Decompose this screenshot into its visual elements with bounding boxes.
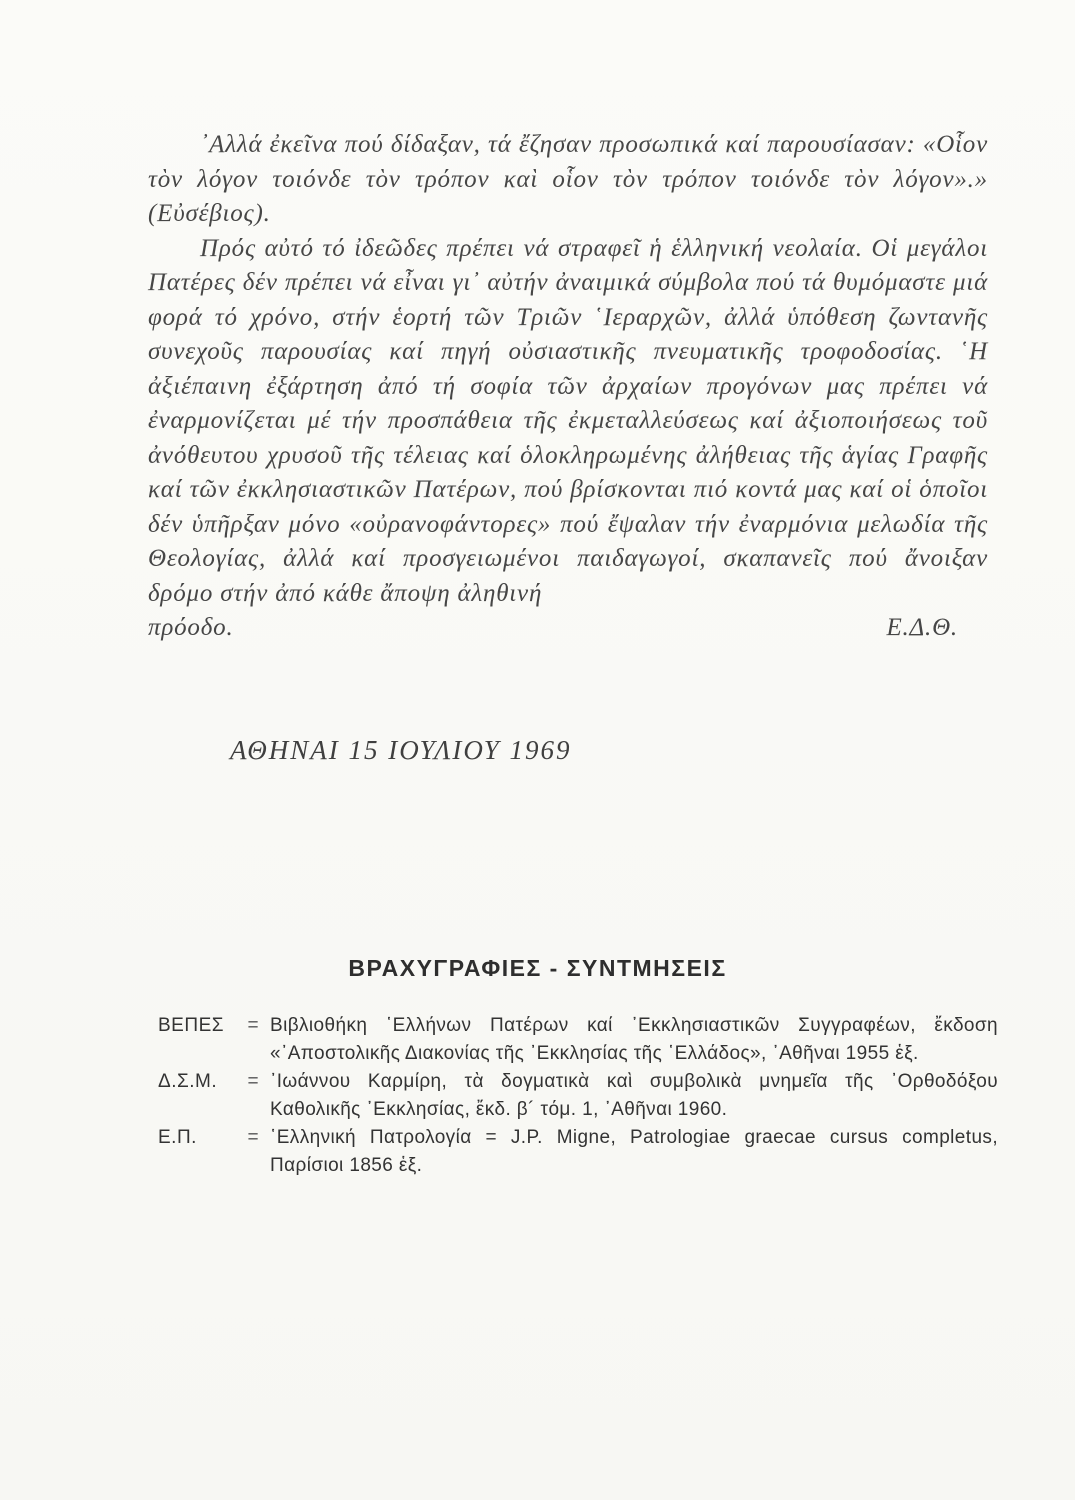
abbreviation-key: Ε.Π. <box>158 1127 197 1148</box>
equals-sign: = <box>247 1127 259 1148</box>
abbreviation-key: ΒΕΠΕΣ <box>158 1015 224 1036</box>
main-text <box>148 128 988 646</box>
abbreviations-list <box>158 1012 998 1180</box>
abbreviation-definition: ῾Ελληνική Πατρολογία = J.P. Migne, Patrologiae graecae cursus completus, Παρίσιοι 1856 ἑξ. <box>270 1127 998 1176</box>
paragraph-2: Πρός αὐτό τό ἰδεῶδες πρέπει νά στραφεῖ ἡ ἑλληνική νεολαία. Οἱ μεγάλοι Πατέρες δέν πρέπει νά εἶναι γι᾿ αὐτήν ἀναιμικά σύμβολα πού τά θυμόμαστε μιά φορά τό χρόνο, στήν ἑορτή τῶν Τριῶν ῾Ιεραρχῶν, ἀλλά ὑπόθεση ζωντανῆς συνεχοῦς παρουσίας καί πηγή οὐσιαστικῆς πνευματικῆς τροφοδοσίας. ῾Η ἀξιέπαινη ἐξάρτηση ἀπό τή σοφία τῶν ἀρχαίων προγόνων μας πρέπει νά ἐναρμονίζεται μέ τήν προσπάθεια τῆς ἐκμεταλλεύσεως καί ἀξιοποιήσεως τοῦ ἀνόθευτου χρυσοῦ τῆς τέλειας καί ὁλοκληρωμένης ἀλήθειας τῆς ἁγίας Γραφῆς καί τῶν ἐκκλησιαστικῶν Πατέρων, πού βρίσκονται πιό κοντά μας καί οἱ ὁποῖοι δέν ὑπῆρξαν μόνο «οὐρανοφάντορες» πού ἔψαλαν τήν ἐναρμόνια μελωδία τῆς Θεολογίας, ἀλλά καί προσγειωμένοι παιδαγωγοί, σκαπανεῖς πού ἄνοιξαν δρόμο στήν ἀπό κάθε ἄποψη ἀληθινή <box>148 234 988 607</box>
abbreviation-definition: Βιβλιοθήκη ῾Ελλήνων Πατέρων καί ᾿Εκκλησιαστικῶν Συγγραφέων, ἔκδοση «᾿Αποστολικῆς Διακονίας τῆς ᾿Εκκλησίας τῆς ῾Ελλάδος», ᾿Αθῆναι 1955 ἑξ. <box>270 1015 998 1064</box>
abbreviation-definition: ᾿Ιωάννου Καρμίρη, τὰ δογματικὰ καὶ συμβολικὰ μνημεῖα τῆς ᾿Ορθοδόξου Καθολικῆς ᾿Εκκλησίας, ἔκδ. β´ τόμ. 1, ᾿Αθῆναι 1960. <box>270 1071 998 1120</box>
signature: Ε.Δ.Θ. <box>886 614 958 641</box>
closing-line <box>148 611 988 646</box>
closing-word: πρόοδο. <box>148 614 234 641</box>
equals-sign: = <box>247 1015 259 1036</box>
abbreviation-item <box>158 1012 998 1068</box>
abbreviation-item <box>158 1124 998 1180</box>
date-line: ΑΘΗΝΑΙ 15 ΙΟΥΛΙΟΥ 1969 <box>230 735 572 765</box>
abbreviation-key: Δ.Σ.Μ. <box>158 1071 218 1092</box>
abbreviation-item <box>158 1068 998 1124</box>
abbreviations-title: ΒΡΑΧΥΓΡΑΦΙΕΣ - ΣΥΝΤΜΗΣΕΙΣ <box>348 955 727 981</box>
equals-sign: = <box>247 1071 259 1092</box>
paragraph-1: ᾿Αλλά ἐκεῖνα πού δίδαξαν, τά ἔζησαν προσωπικά καί παρουσίασαν: «Οἷον τὸν λόγον τοιόνδε τὸν τρόπον καὶ οἷον τὸν τρόπον τοιόνδε τὸν λόγον».» (Εὐσέβιος). <box>148 131 988 227</box>
